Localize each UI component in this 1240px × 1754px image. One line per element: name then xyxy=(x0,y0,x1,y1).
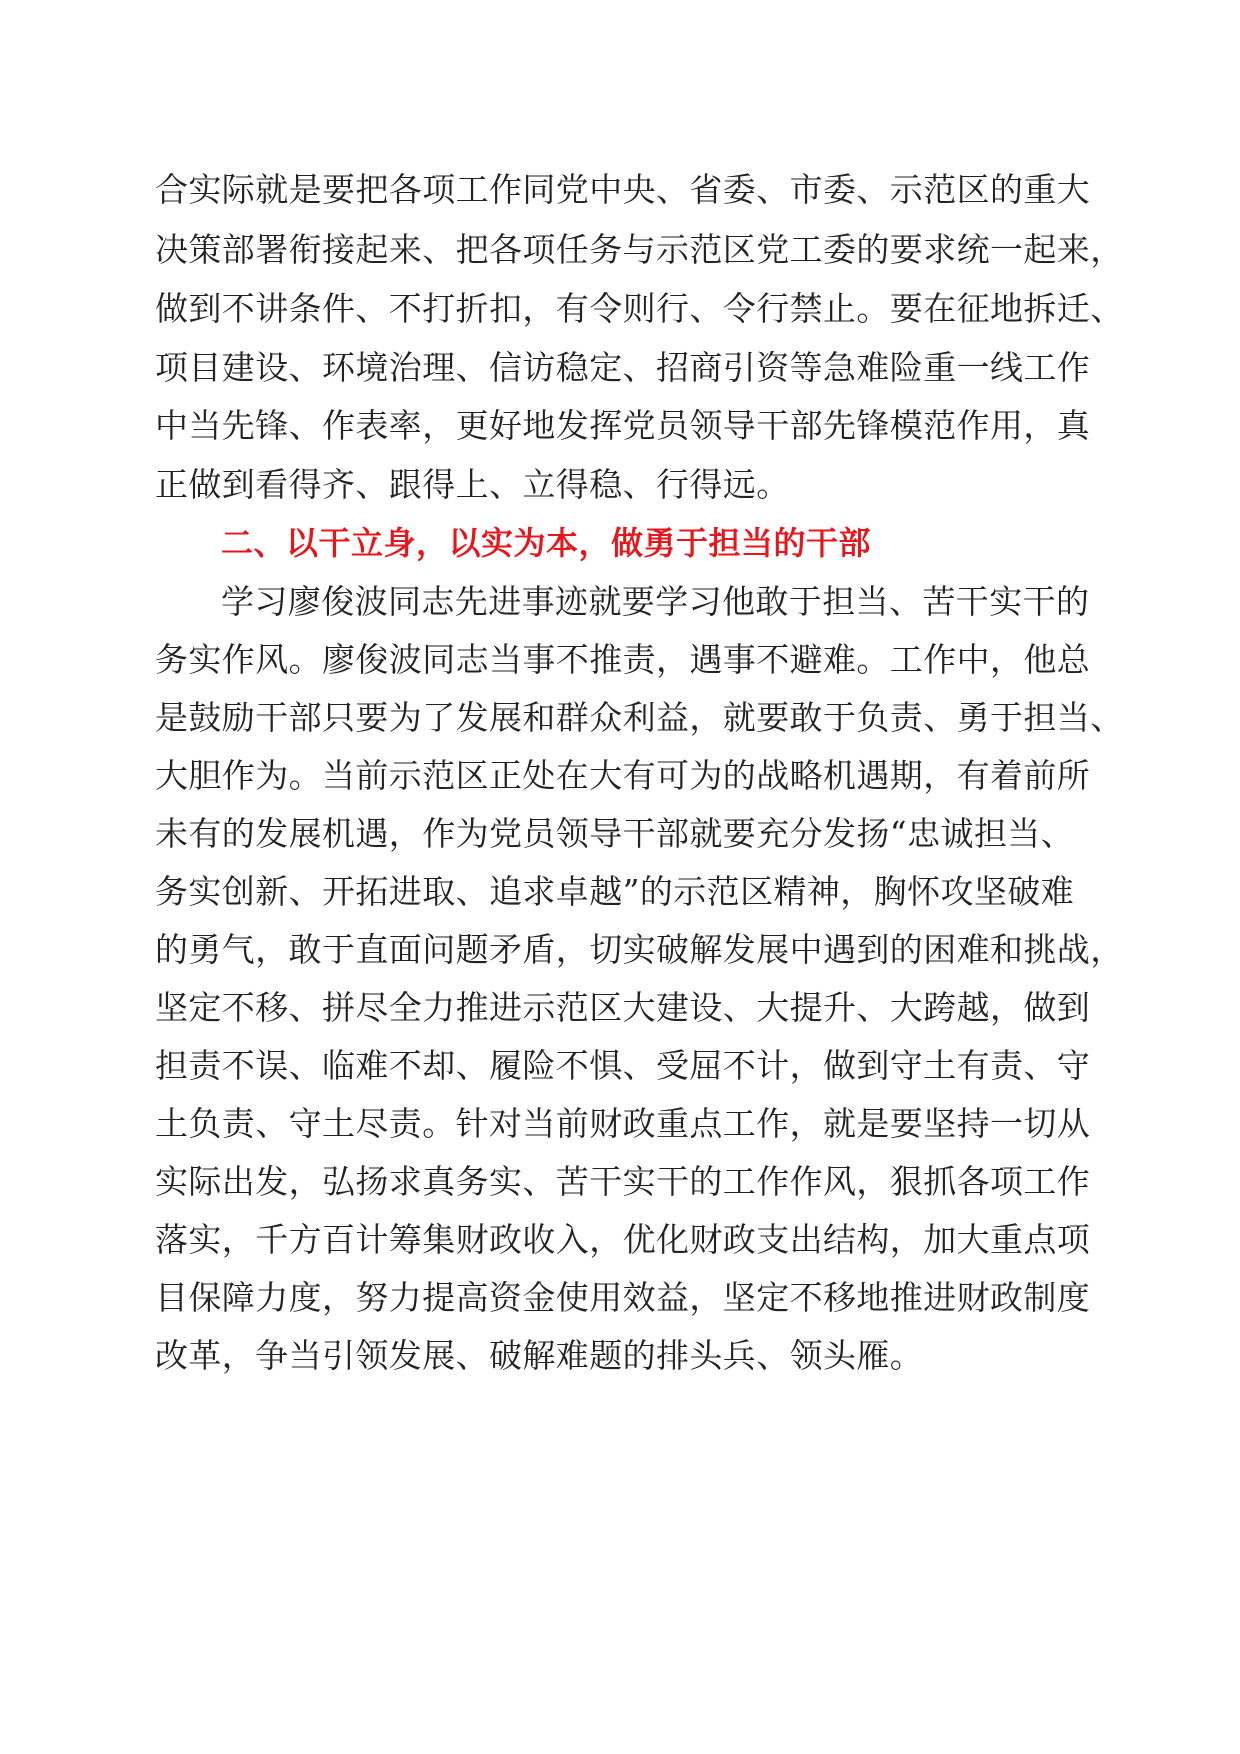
text-line: 坚定不移、拼尽全力推进示范区大建设、大提升、大跨越，做到 xyxy=(155,988,1091,1027)
text-line: 是鼓励干部只要为了发展和群众利益，就要敢于负责、勇于担当、 xyxy=(155,698,1124,737)
text-line: 中当先锋、作表率，更好地发挥党员领导干部先锋模范作用，真 xyxy=(155,406,1091,445)
text-line: 决策部署衔接起来、把各项任务与示范区党工委的要求统一起来， xyxy=(155,230,1124,269)
section-heading: 二、以干立身，以实为本，做勇于担当的干部 xyxy=(221,524,872,562)
text-line: 务实作风。廖俊波同志当事不推责，遇事不避难。工作中，他总 xyxy=(155,640,1091,679)
text-line: 大胆作为。当前示范区正处在大有可为的战略机遇期，有着前所 xyxy=(155,756,1091,795)
text-line: 改革，争当引领发展、破解难题的排头兵、领头雁。 xyxy=(155,1336,924,1375)
text-line: 未有的发展机遇，作为党员领导干部就要充分发扬“忠诚担当、 xyxy=(155,814,1075,853)
text-line: 落实，千方百计筹集财政收入，优化财政支出结构，加大重点项 xyxy=(155,1220,1091,1259)
text-line: 正做到看得齐、跟得上、立得稳、行得远。 xyxy=(155,465,790,504)
text-line: 合实际就是要把各项工作同党中央、省委、市委、示范区的重大 xyxy=(155,170,1091,209)
text-line: 项目建设、环境治理、信访稳定、招商引资等急难险重一线工作 xyxy=(155,348,1091,387)
text-line: 务实创新、开拓进取、追求卓越”的示范区精神，胸怀攻坚破难 xyxy=(155,872,1075,911)
text-line: 土负责、守土尽责。针对当前财政重点工作，就是要坚持一切从 xyxy=(155,1104,1091,1143)
text-line: 目保障力度，努力提高资金使用效益，坚定不移地推进财政制度 xyxy=(155,1278,1091,1317)
text-line: 的勇气，敢于直面问题矛盾，切实破解发展中遇到的困难和挑战， xyxy=(155,930,1124,969)
text-line: 学习廖俊波同志先进事迹就要学习他敢于担当、苦干实干的 xyxy=(221,582,1090,621)
text-line: 实际出发，弘扬求真务实、苦干实干的工作作风，狠抓各项工作 xyxy=(155,1162,1091,1201)
text-line: 担责不误、临难不却、履险不惧、受屈不计，做到守土有责、守 xyxy=(155,1046,1091,1085)
text-line: 做到不讲条件、不打折扣，有令则行、令行禁止。要在征地拆迁、 xyxy=(155,289,1124,328)
